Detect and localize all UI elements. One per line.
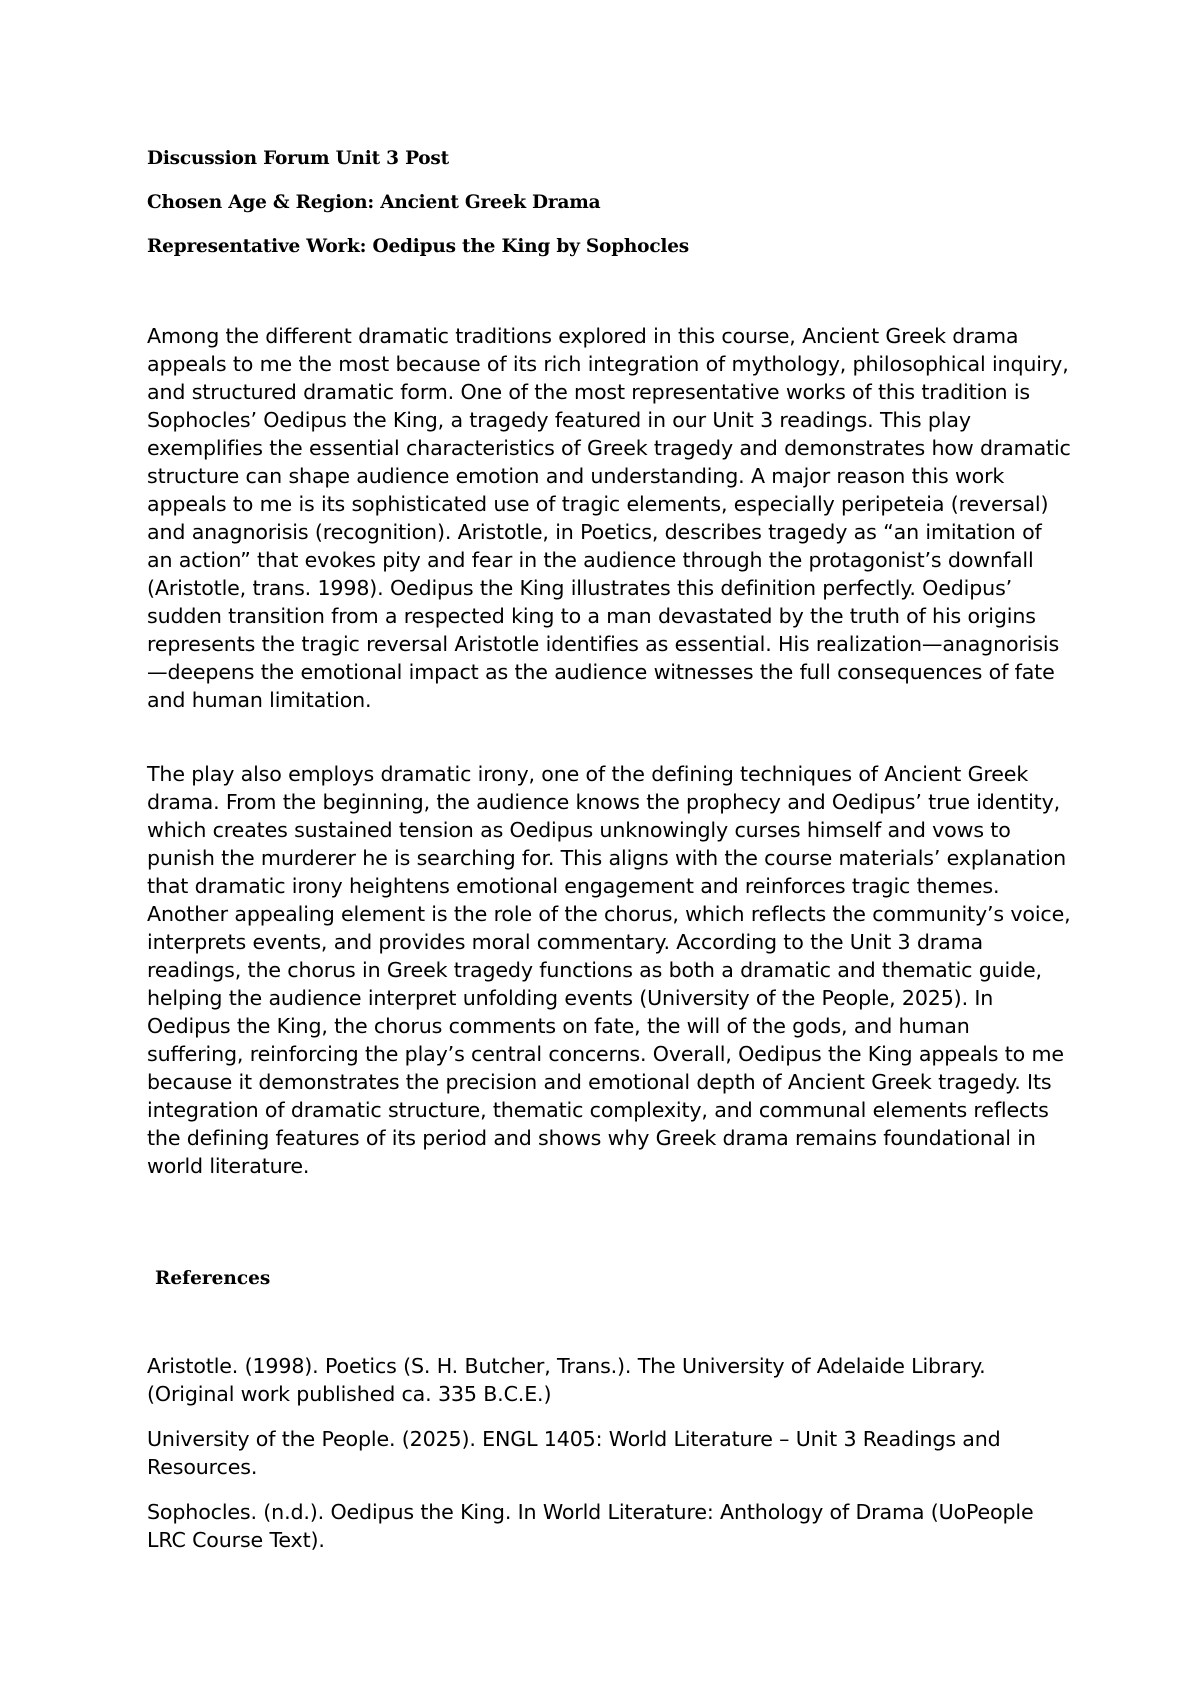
post-title: Discussion Forum Unit 3 Post [147,148,449,169]
reference-item-uopeople: University of the People. (2025). ENGL 1405: World Literature – Unit 3 Readings and Resources. [147,1427,1001,1479]
chosen-age-region-heading: Chosen Age & Region: Ancient Greek Drama [147,192,601,213]
representative-work-heading: Representative Work: Oedipus the King by Sophocles [147,236,690,257]
body-paragraph-1: Among the different dramatic traditions explored in this course, Ancient Greek drama appeals to me the most because of its rich integration of mythology, philosophical inquiry, and structured dramatic form. One of the most representative works of this tradition is Sophocles’ Oedipus the King, a tragedy featured in our Unit 3 readings. This play exemplifies the essential characteristics of Greek tragedy and demonstrates how dramatic structure can shape audience emotion and understanding. A major reason this work appeals to me is its sophisticated use of tragic elements, especially peripeteia (reversal) and anagnorisis (recognition). Aristotle, in Poetics, describes tragedy as “an imitation of an action” that evokes pity and fear in the audience through the protagonist’s downfall (Aristotle, trans. 1998). Oedipus the King illustrates this definition perfectly. Oedipus’ sudden transition from a respected king to a man devastated by the truth of his origins represents the tragic reversal Aristotle identifies as essential. His realization—anagnorisis—deepens the emotional impact as the audience witnesses the full consequences of fate and human limitation. [147,324,1071,712]
reference-item-aristotle: Aristotle. (1998). Poetics (S. H. Butcher, Trans.). The University of Adelaide Library. (Original work published ca. 335 B.C.E.) [147,1354,986,1406]
body-paragraph-2: The play also employs dramatic irony, one of the defining techniques of Ancient Greek drama. From the beginning, the audience knows the prophecy and Oedipus’ true identity, which creates sustained tension as Oedipus unknowingly curses himself and vows to punish the murderer he is searching for. This aligns with the course materials’ explanation that dramatic irony heightens emotional engagement and reinforces tragic themes. Another appealing element is the role of the chorus, which reflects the community’s voice, interprets events, and provides moral commentary. According to the Unit 3 drama readings, the chorus in Greek tragedy functions as both a dramatic and thematic guide, helping the audience interpret unfolding events (University of the People, 2025). In Oedipus the King, the chorus comments on fate, the will of the gods, and human suffering, reinforcing the play’s central concerns. Overall, Oedipus the King appeals to me because it demonstrates the precision and emotional depth of Ancient Greek tragedy. Its integration of dramatic structure, thematic complexity, and communal elements reflects the defining features of its period and shows why Greek drama remains foundational in world literature. [147,762,1071,1178]
reference-item-sophocles: Sophocles. (n.d.). Oedipus the King. In World Literature: Anthology of Drama (UoPeople LRC Course Text). [147,1500,1034,1552]
references-heading: References [155,1268,271,1289]
